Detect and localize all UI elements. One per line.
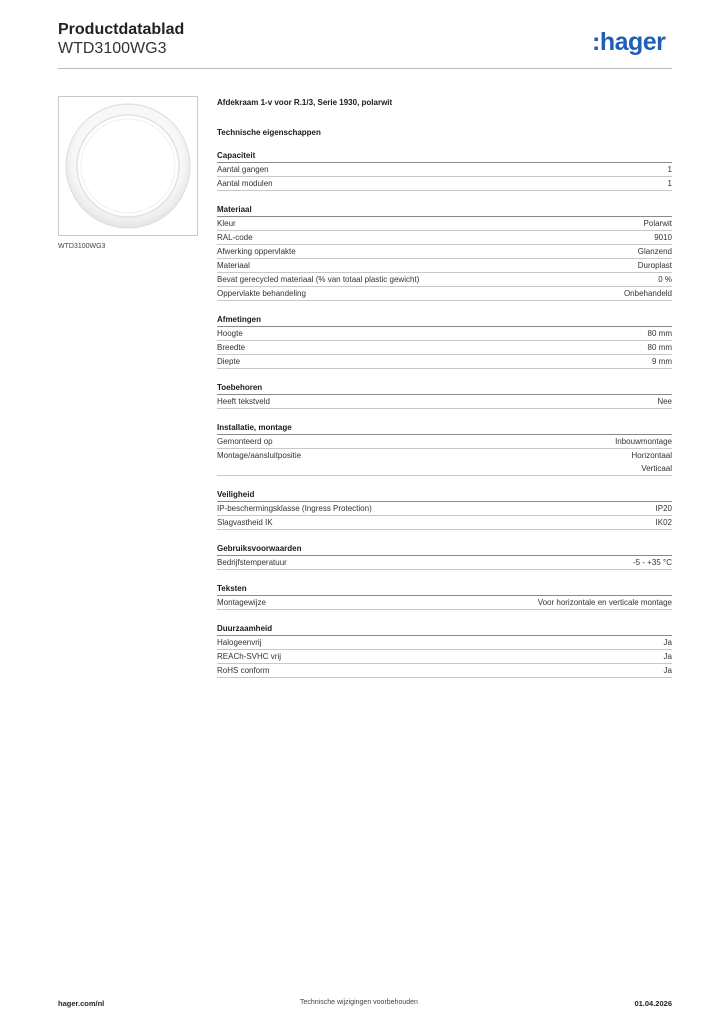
cover-frame-image — [59, 97, 197, 235]
spec-value — [644, 217, 672, 230]
spec-row — [217, 259, 672, 273]
spec-value-line: 1 — [667, 179, 672, 188]
spec-value-line: Glanzend — [637, 247, 672, 256]
spec-section — [217, 489, 672, 530]
spec-value — [633, 556, 672, 569]
spec-label: Montagewijze — [217, 598, 266, 607]
footer-note: Technische wijzigingen voorbehouden — [300, 999, 418, 1006]
spec-label: Hoogte — [217, 329, 243, 338]
spec-label: Bevat gerecycled materiaal (% van totaal plastic gewicht) — [217, 275, 420, 284]
spec-label: Breedte — [217, 343, 246, 352]
spec-value-line: Ja — [663, 666, 672, 675]
section-title: Materiaal — [217, 204, 672, 217]
spec-label: Halogeenvrij — [217, 638, 262, 647]
spec-label: Slagvastheid IK — [217, 518, 273, 527]
spec-label: REACh-SVHC vrij — [217, 652, 282, 661]
spec-value — [668, 177, 672, 190]
spec-row — [217, 664, 672, 678]
product-image — [58, 96, 198, 236]
spec-value — [638, 245, 672, 258]
section-title: Duurzaamheid — [217, 623, 672, 636]
spec-label: IP-beschermingsklasse (Ingress Protection) — [217, 504, 372, 513]
spec-label: Diepte — [217, 357, 241, 366]
spec-value-line: Polarwit — [643, 219, 672, 228]
section-title: Installatie, montage — [217, 422, 672, 435]
spec-label: Materiaal — [217, 261, 250, 270]
spec-label: RoHS conform — [217, 666, 270, 675]
spec-section — [217, 204, 672, 301]
spec-value-line: 9010 — [654, 233, 672, 242]
spec-row — [217, 287, 672, 301]
spec-content — [217, 96, 672, 678]
spec-section — [217, 422, 672, 476]
spec-row — [217, 327, 672, 341]
spec-label: Aantal modulen — [217, 179, 273, 188]
section-title: Teksten — [217, 583, 672, 596]
spec-value — [624, 287, 672, 300]
spec-value-line: Verticaal — [641, 464, 672, 473]
spec-row — [217, 556, 672, 570]
spec-value — [664, 664, 672, 677]
header-divider — [58, 68, 672, 69]
spec-value-line: 1 — [667, 165, 672, 174]
spec-value-line: 9 mm — [652, 357, 672, 366]
spec-label: Oppervlakte behandeling — [217, 289, 306, 298]
section-title: Afmetingen — [217, 314, 672, 327]
spec-row — [217, 636, 672, 650]
spec-value — [648, 327, 672, 340]
spec-value-line: IK02 — [655, 518, 672, 527]
image-caption: WTD3100WG3 — [58, 243, 106, 250]
hager-logo: :hager — [592, 28, 666, 56]
technical-properties-heading: Technische eigenschappen — [217, 128, 321, 137]
spec-row — [217, 502, 672, 516]
spec-row — [217, 516, 672, 530]
spec-value-line: Onbehandeld — [623, 289, 672, 298]
spec-row — [217, 449, 672, 476]
spec-value-line: Duroplast — [637, 261, 672, 270]
spec-label: Aantal gangen — [217, 165, 269, 174]
spec-row — [217, 231, 672, 245]
spec-value-line: IP20 — [655, 504, 672, 513]
spec-value-line: Inbouwmontage — [615, 437, 672, 446]
spec-value — [538, 596, 672, 609]
section-title: Veiligheid — [217, 489, 672, 502]
page-title: Productdatablad — [58, 21, 185, 38]
spec-value-line: Ja — [663, 638, 672, 647]
spec-row — [217, 596, 672, 610]
spec-section — [217, 150, 672, 191]
spec-value — [657, 395, 672, 408]
spec-value — [632, 449, 672, 475]
product-description: Afdekraam 1-v voor R.1/3, Serie 1930, polarwit — [217, 98, 393, 107]
spec-row — [217, 355, 672, 369]
spec-value — [668, 163, 672, 176]
spec-row — [217, 163, 672, 177]
spec-label: Kleur — [217, 219, 236, 228]
spec-value — [648, 341, 672, 354]
spec-value-line: 80 mm — [647, 329, 672, 338]
spec-value — [615, 435, 672, 448]
spec-label: Bedrijfstemperatuur — [217, 558, 287, 567]
spec-value — [664, 636, 672, 649]
spec-value — [638, 259, 672, 272]
spec-value — [664, 650, 672, 663]
spec-section — [217, 314, 672, 369]
section-title: Toebehoren — [217, 382, 672, 395]
section-title: Capaciteit — [217, 150, 672, 163]
spec-section — [217, 623, 672, 678]
spec-value-line: Voor horizontale en verticale montage — [537, 598, 672, 607]
product-code: WTD3100WG3 — [58, 40, 167, 57]
spec-row — [217, 395, 672, 409]
spec-value-line: -5 - +35 °C — [633, 558, 672, 567]
spec-value — [656, 516, 672, 529]
spec-label: Montage/aansluitpositie — [217, 451, 302, 460]
spec-value — [658, 273, 672, 286]
spec-section — [217, 543, 672, 570]
spec-value-line: 80 mm — [647, 343, 672, 352]
spec-value — [656, 502, 672, 515]
spec-row — [217, 435, 672, 449]
spec-label: Gemonteerd op — [217, 437, 273, 446]
spec-value-line: 0 % — [658, 275, 672, 284]
spec-value — [654, 231, 672, 244]
spec-value-line: Nee — [657, 397, 672, 406]
spec-value — [652, 355, 672, 368]
footer-website: hager.com/nl — [58, 999, 105, 1008]
spec-section — [217, 583, 672, 610]
spec-value-line: Horizontaal — [631, 451, 672, 460]
spec-row — [217, 217, 672, 231]
spec-row — [217, 650, 672, 664]
spec-row — [217, 245, 672, 259]
spec-row — [217, 341, 672, 355]
spec-value-line: Ja — [663, 652, 672, 661]
spec-label: Afwerking oppervlakte — [217, 247, 296, 256]
footer-date: 01.04.2026 — [634, 999, 672, 1008]
spec-sections — [217, 150, 672, 678]
spec-row — [217, 273, 672, 287]
spec-section — [217, 382, 672, 409]
spec-label: RAL-code — [217, 233, 253, 242]
section-title: Gebruiksvoorwaarden — [217, 543, 672, 556]
spec-label: Heeft tekstveld — [217, 397, 270, 406]
spec-row — [217, 177, 672, 191]
